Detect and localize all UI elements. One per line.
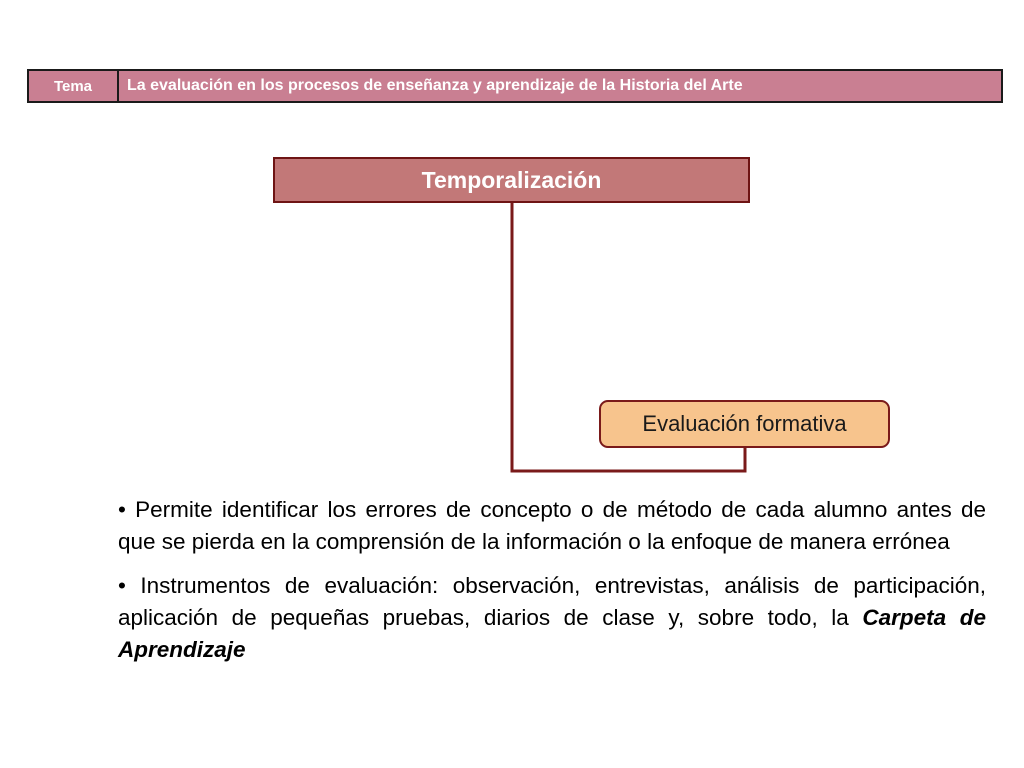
diagram-node-temporalizacion: Temporalización [273, 157, 750, 203]
diagram-node-evaluacion-formativa: Evaluación formativa [599, 400, 890, 448]
bullet-text: • Instrumentos de evaluación: observación, entrevistas, análisis de participación, aplicación de pequeñas pruebas, diarios de clase y, sobre todo, la [118, 573, 986, 630]
bullet-list [118, 494, 986, 678]
bullet-emphasis: Carpeta de Aprendizaje [118, 605, 986, 662]
bullet-item [118, 570, 986, 666]
bullet-text: • Permite identificar los errores de concepto o de método de cada alumno antes de que se pierda en la comprensión de la información o la enfoque de manera errónea [118, 497, 986, 554]
bullet-item [118, 494, 986, 558]
topic-label: Tema [29, 71, 119, 101]
topic-value: La evaluación en los procesos de enseñanza y aprendizaje de la Historia del Arte [127, 77, 743, 94]
